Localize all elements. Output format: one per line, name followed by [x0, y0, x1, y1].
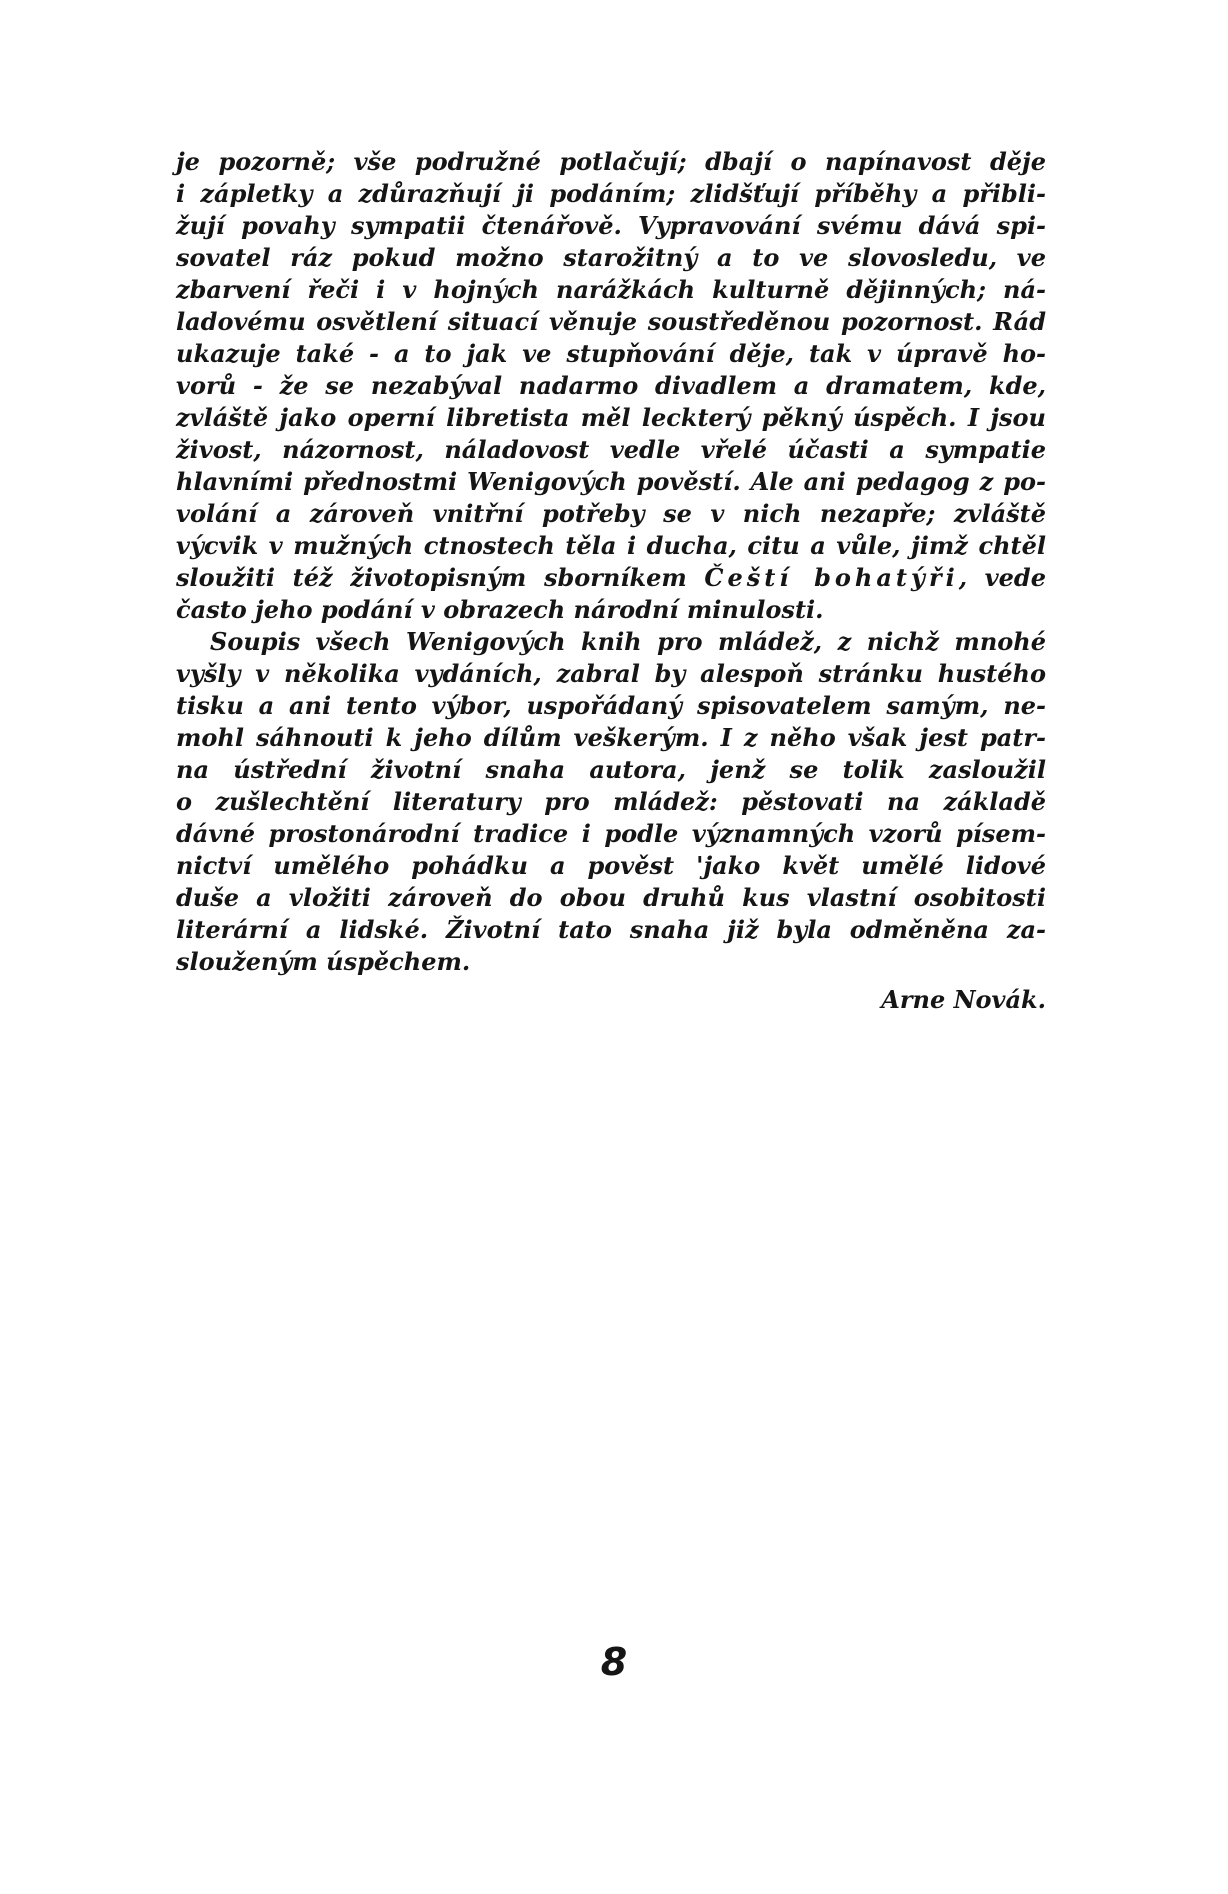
- text-line: výcvik v mužných ctnostech těla i ducha, citu a vůle, jimž chtěl: [176, 531, 1046, 560]
- author-signature: Arne Novák.: [881, 985, 1046, 1014]
- text-line: vorů - že se nezabýval nadarmo divadlem a dramatem, kde,: [176, 371, 1046, 400]
- page-number: 8: [600, 1640, 628, 1684]
- text-fragment: , vede: [958, 563, 1046, 592]
- text-line: zbarvení řeči i v hojných narážkách kulturně dějinných; ná-: [176, 275, 1046, 304]
- text-line: tisku a ani tento výbor, uspořádaný spisovatelem samým, ne-: [176, 691, 1046, 720]
- book-title: Čeští bohatýři: [704, 563, 959, 592]
- text-line: nictví umělého pohádku a pověst 'jako květ umělé lidové: [176, 851, 1046, 880]
- text-line: duše a vložiti zároveň do obou druhů kus vlastní osobitosti: [176, 883, 1046, 912]
- text-line: volání a zároveň vnitřní potřeby se v nich nezapře; zvláště: [176, 499, 1046, 528]
- text-line: literární a lidské. Životní tato snaha již byla odměněna za-: [176, 915, 1046, 944]
- text-line: [176, 562, 1046, 594]
- text-line: ukazuje také - a to jak ve stupňování děje, tak v úpravě ho-: [176, 339, 1046, 368]
- text-line: Soupis všech Wenigových knih pro mládež, z nichž mnohé: [210, 627, 1046, 656]
- text-line: i zápletky a zdůrazňují ji podáním; zlidšťují příběhy a přibli-: [176, 179, 1046, 208]
- text-line: na ústřední životní snaha autora, jenž se tolik zasloužil: [176, 755, 1046, 784]
- text-line: dávné prostonárodní tradice i podle významných vzorů písem-: [176, 819, 1046, 848]
- text-line: vyšly v několika vydáních, zabral by alespoň stránku hustého: [176, 659, 1046, 688]
- text-line: ladovému osvětlení situací věnuje soustředěnou pozornost. Rád: [176, 307, 1046, 336]
- text-line: zvláště jako operní libretista měl leckterý pěkný úspěch. I jsou: [176, 403, 1046, 432]
- text-line: žují povahy sympatii čtenářově. Vypravování svému dává spi-: [176, 211, 1046, 240]
- text-line: živost, názornost, náladovost vedle vřelé účasti a sympatie: [176, 435, 1046, 464]
- text-line: slouženým úspěchem.: [176, 947, 471, 976]
- text-line: hlavními přednostmi Wenigových pověstí. Ale ani pedagog z po-: [176, 467, 1046, 496]
- text-line: sovatel ráz pokud možno starožitný a to ve slovosledu, ve: [176, 243, 1046, 272]
- text-line: je pozorně; vše podružné potlačují; dbají o napínavost děje: [176, 147, 1046, 176]
- text-line: mohl sáhnouti k jeho dílům veškerým. I z něho však jest patr-: [176, 723, 1046, 752]
- text-fragment: sloužiti též životopisným sborníkem: [176, 563, 687, 592]
- article-text: [176, 146, 1046, 1016]
- text-line: o zušlechtění literatury pro mládež: pěstovati na základě: [176, 787, 1046, 816]
- text-line: často jeho podání v obrazech národní minulosti.: [176, 595, 824, 624]
